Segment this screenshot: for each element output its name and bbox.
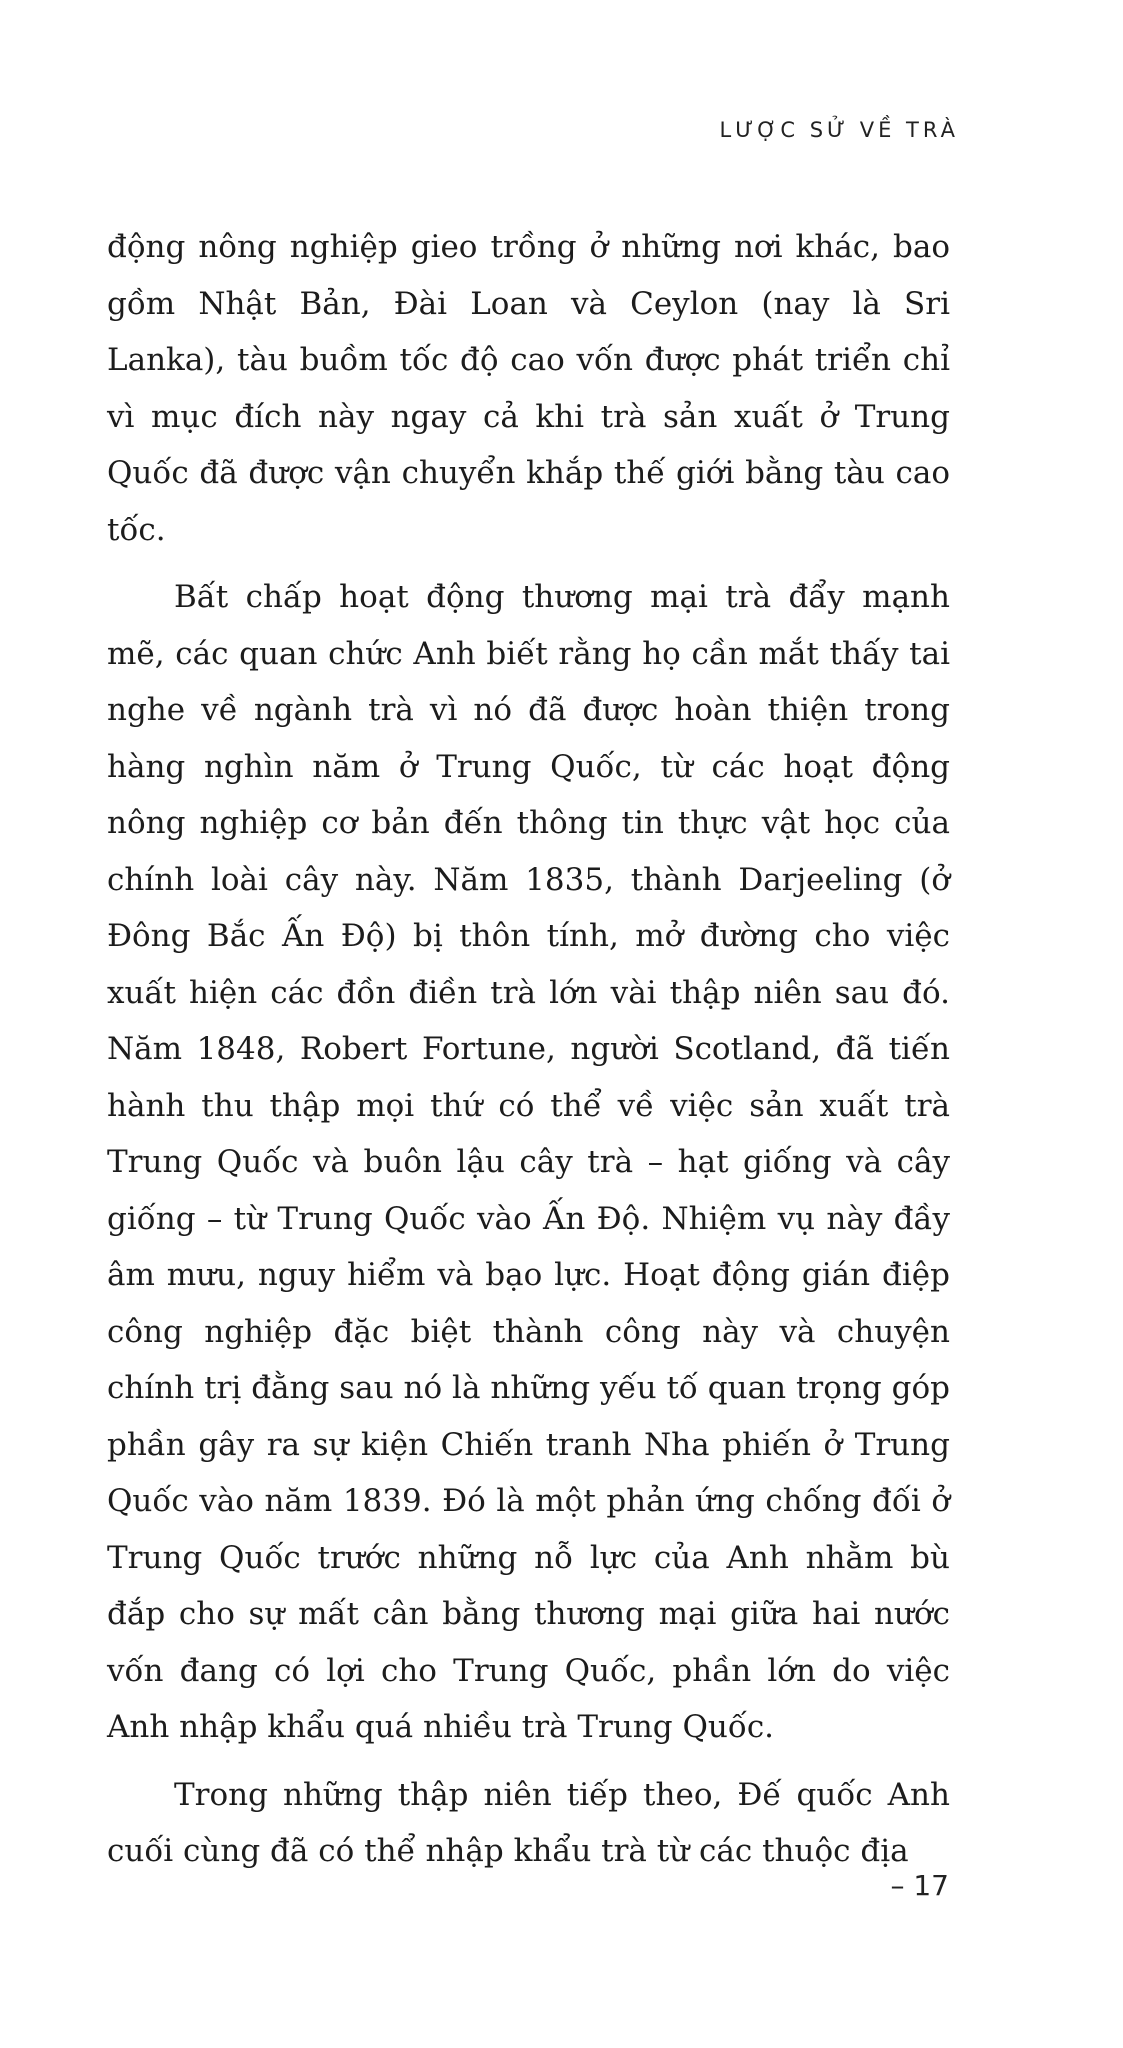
paragraph: Trong những thập niên tiếp theo, Đế quốc Anh cuối cùng đã có thể nhập khẩu trà từ các thuộc địa — [107, 1776, 950, 1869]
body-text — [107, 219, 950, 1880]
paragraph: Bất chấp hoạt động thương mại trà đẩy mạnh mẽ, các quan chức Anh biết rằng họ cần mắt thấy tai nghe về ngành trà vì nó đã được hoàn thiện trong hàng nghìn năm ở Trung Quốc, từ các hoạt động nông nghiệp cơ bản đến thông tin thực vật học của chính loài cây này. Năm 1835, thành Darjeeling (ở Đông Bắc Ấn Độ) bị thôn tính, mở đường cho việc xuất hiện các đồn điền trà lớn vài thập niên sau đó. Năm 1848, Robert Fortune, người Scotland, đã tiến hành thu thập mọi thứ có thể về việc sản xuất trà Trung Quốc và buôn lậu cây trà – hạt giống và cây giống – từ Trung Quốc vào Ấn Độ. Nhiệm vụ này đầy âm mưu, nguy hiểm và bạo lực. Hoạt động gián điệp công nghiệp đặc biệt thành công này và chuyện chính trị đằng sau nó là những yếu tố quan trọng góp phần gây ra sự kiện Chiến tranh Nha phiến ở Trung Quốc vào năm 1839. Đó là một phản ứng chống đối ở Trung Quốc trước những nỗ lực của Anh nhằm bù đắp cho sự mất cân bằng thương mại giữa hai nước vốn đang có lợi cho Trung Quốc, phần lớn do việc Anh nhập khẩu quá nhiều trà Trung Quốc. — [107, 579, 950, 1745]
running-header: LƯỢC SỬ VỀ TRÀ — [719, 118, 959, 142]
paragraph-continuation: động nông nghiệp gieo trồng ở những nơi khác, bao gồm Nhật Bản, Đài Loan và Ceylon (nay là Sri Lanka), tàu buồm tốc độ cao vốn được phát triển chỉ vì mục đích này ngay cả khi trà sản xuất ở Trung Quốc đã được vận chuyển khắp thế giới bằng tàu cao tốc. — [107, 229, 950, 548]
page-number: – 17 — [890, 1869, 949, 1902]
